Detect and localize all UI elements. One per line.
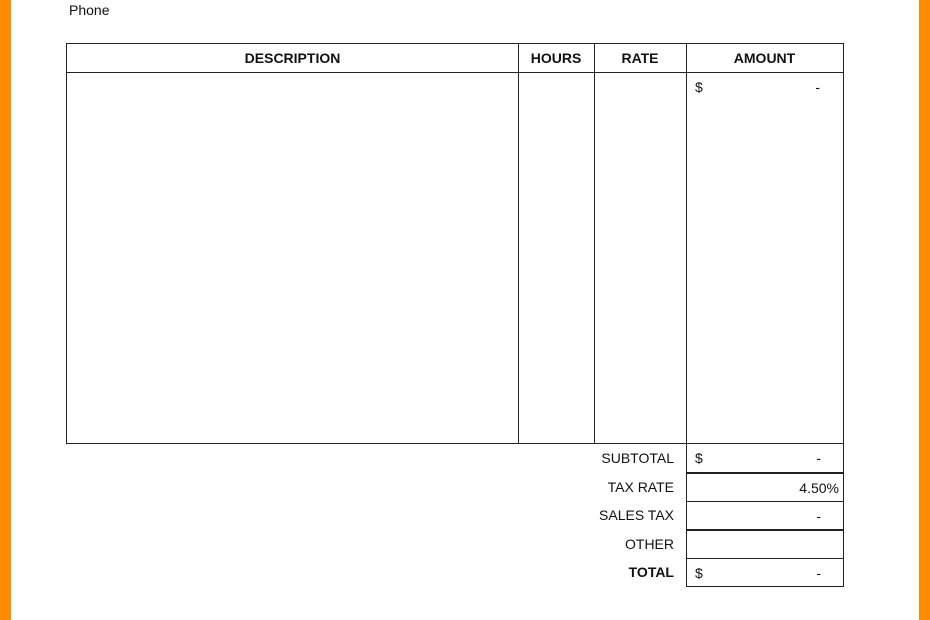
phone-label: Phone <box>69 2 110 18</box>
total-label: TOTAL <box>628 564 674 580</box>
column-header-description: DESCRIPTION <box>244 50 341 66</box>
subtotal-field <box>686 444 844 473</box>
invoice-items-table <box>66 43 844 444</box>
total-currency: $ <box>695 564 703 581</box>
column-header-hours: HOURS <box>530 50 582 66</box>
other-label: OTHER <box>625 536 674 552</box>
orange-frame-left <box>0 0 11 620</box>
column-divider <box>594 44 595 443</box>
other-field <box>686 530 844 559</box>
tax-rate-label: TAX RATE <box>607 479 674 495</box>
subtotal-currency: $ <box>695 450 703 466</box>
amount-cell <box>687 79 830 95</box>
orange-frame-right <box>919 0 930 620</box>
sales-tax-label: SALES TAX <box>599 507 674 523</box>
amount-value: - <box>815 79 820 95</box>
column-header-amount: AMOUNT <box>733 50 796 66</box>
subtotal-label: SUBTOTAL <box>601 450 674 466</box>
header-divider <box>67 72 843 73</box>
column-divider <box>686 44 687 443</box>
sales-tax-field <box>686 501 844 530</box>
sales-tax-value: - <box>816 507 821 524</box>
column-header-rate: RATE <box>621 50 659 66</box>
column-divider <box>518 44 519 443</box>
subtotal-value: - <box>816 450 821 466</box>
tax-rate-field <box>686 473 844 502</box>
total-field <box>686 558 844 587</box>
currency-symbol: $ <box>695 79 703 95</box>
tax-rate-value: 4.50% <box>799 479 839 496</box>
total-value: - <box>816 564 821 581</box>
